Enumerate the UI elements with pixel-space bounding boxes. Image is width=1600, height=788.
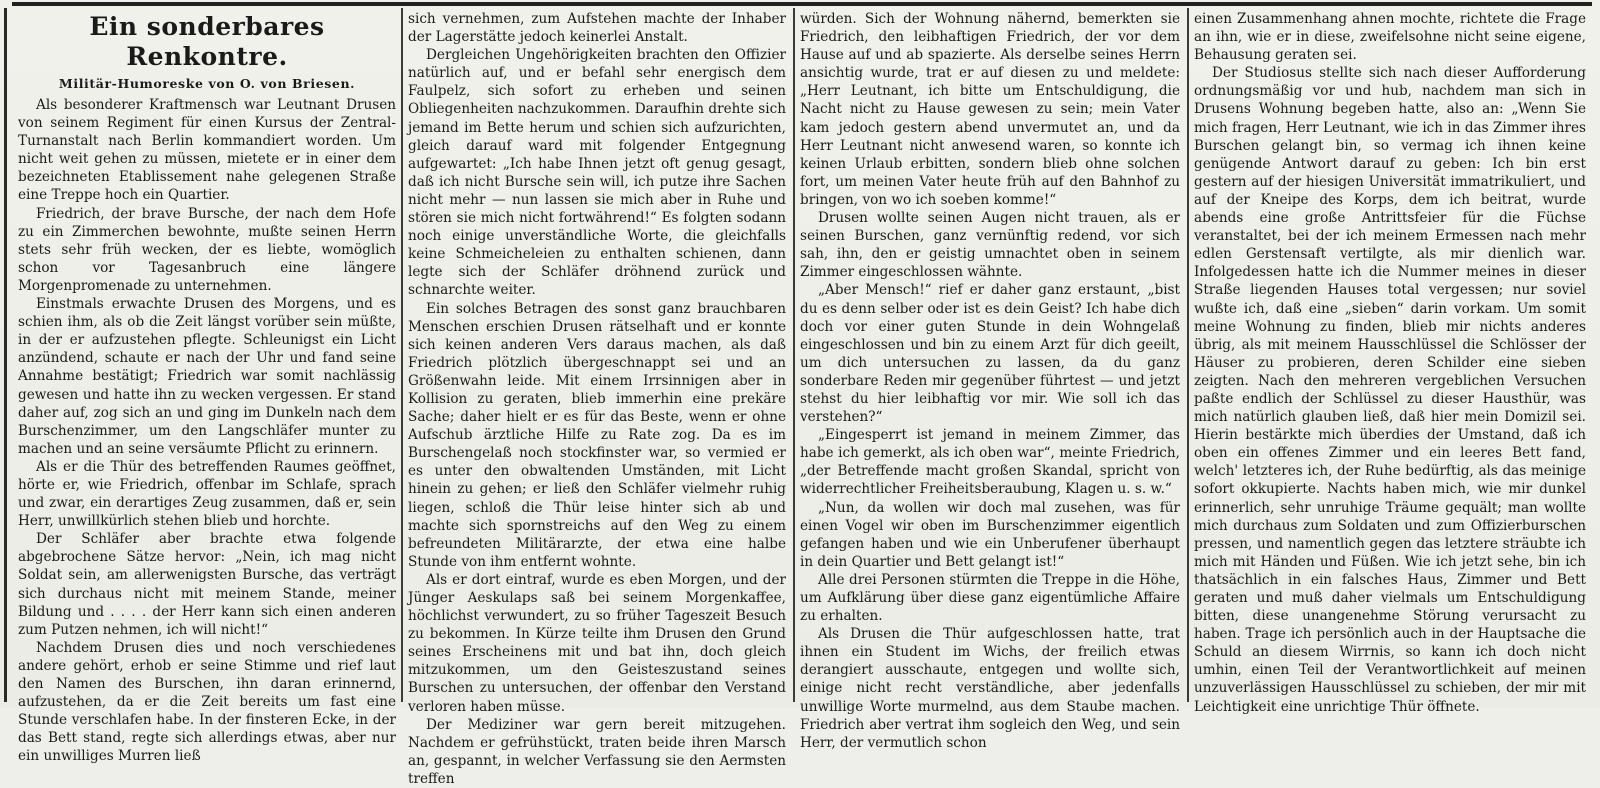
article-title: Ein sonderbares Renkontre. [89, 12, 325, 71]
paragraph: Friedrich, der brave Bursche, der nach dem Hofe zu ein Zimmerchen bewohnte, mußte seinen Herrn stets sehr früh wecken, der es liebte, womöglich schon vor Tagesanbruch eine längere Morgenpromenade zu unternehmen. [18, 205, 396, 294]
paragraph: Drusen wollte seinen Augen nicht trauen, als er seinen Burschen, ganz vernünftig redend, vor sich sah, ihn, den er geistig umnachtet oben in seinem Zimmer eingeschlossen wähnte. [800, 210, 1180, 281]
paragraph: Einstmals erwachte Drusen des Morgens, und es schien ihm, als ob die Zeit längst vorüber sein müßte, in der er aufzustehen pflegte. Schleunigst ein Licht anzündend, schaute er nach der Uhr und fand seine Annahme bestätigt; Friedrich war somit nachlässig gewesen und hatte ihn zu wecken vergessen. Er stand daher auf, zog sich an und ging im Dunkeln nach dem Burschenzimmer, um den Langschläfer munter zu machen und an seine versäumte Pflicht zu erinnern. [18, 296, 396, 457]
top-border-rule [12, 2, 1592, 6]
paragraph: Ein solches Betragen des sonst ganz brauchbaren Menschen erschien Drusen rätselhaft und er konnte sich keinen anderen Vers daraus machen, als daß Friedrich plötzlich übergeschnappt sei und an Größenwahn leide. Mit einem Irrsinnigen aber in Kollision zu geraten, blieb immerhin eine prekäre Sache; daher hielt er es für das Beste, wenn er ohne Aufschub ärztliche Hilfe zu Rate zog. Da es im Burschengelaß noch stockfinster war, so vermied er es unter den obwaltenden Umständen, mit Licht hinein zu gehen; er ließ den Schläfer vielmehr ruhig liegen, schloß die Thür leise hinter sich ab und machte sich spornstreichs auf den Weg zu einem befreundeten Militärarzte, der etwa eine halbe Stunde von ihm entfernt wohnte. [408, 300, 786, 570]
paragraph: Nachdem Drusen dies und noch verschiedenes andere gehört, erhob er seine Stimme und rief laut den Namen des Burschen, ihn daran erinnernd, aufzustehen, da er die Zeit bereits um fast eine Stunde verschlafen habe. In der finsteren Ecke, in der das Bett stand, regte sich allerdings etwas, aber nur ein unwilliges Murren ließ [18, 639, 396, 765]
column-divider [401, 8, 403, 702]
paragraph: Der Mediziner war gern bereit mitzugehen. Nachdem er gefrühstückt, traten beide ihren Marsch an, gespannt, in welcher Verfassung sie den Aermsten treffen [408, 716, 786, 787]
paragraph: einen Zusammenhang ahnen mochte, richtete die Frage an ihn, wie er in diese, zweifelsohne nicht seine eigene, Behausung geraten sei. [1194, 11, 1586, 64]
column-3 [800, 10, 1180, 751]
column-divider [793, 8, 795, 702]
paragraph: „Aber Mensch!“ rief er daher ganz erstaunt, „bist du es denn selber oder ist es dein Geist? Ich habe dich doch vor einer guten Stunde in dein Wohngelaß eingeschlossen und bin zu einem Arzt für dich geeilt, um dich untersuchen zu lassen, da du ganz sonderbare Reden mir gegenüber führtest — und jetzt stehst du hier leibhaftig vor mir. Wie soll ich das verstehen?“ [800, 282, 1180, 426]
column-1 [18, 10, 396, 765]
column-4 [1194, 10, 1586, 715]
paragraph: Als er dort eintraf, wurde es eben Morgen, und der Jünger Aeskulaps saß bei seinem Morgenkaffee, höchlichst verwundert, zu so früher Tageszeit Besuch zu bekommen. In Kürze teilte ihm Drusen den Grund seines Erscheinens mit und bat ihn, doch gleich mitzukommen, um den Geisteszustand seines Burschen zu untersuchen, der offenbar den Verstand verloren haben müsse. [408, 571, 786, 715]
paragraph: würden. Sich der Wohnung nähernd, bemerkten sie Friedrich, den leibhaftigen Friedrich, der vor dem Hause auf und ab spazierte. Als derselbe seines Herrn ansichtig wurde, trat er auf diesen zu und meldete: „Herr Leutnant, ich bitte um Entschuldigung, die Nacht nicht zu Hause gewesen zu sein; mein Vater kam jedoch gestern abend unvermutet an, und da Herr Leutnant nicht anwesend waren, so konnte ich keinen Urlaub erbitten, sondern blieb ohne solchen fort, um meinen Vater heute früh auf den Bahnhof zu bringen, von wo ich soeben komme!“ [800, 11, 1180, 208]
paragraph: „Eingesperrt ist jemand in meinem Zimmer, das habe ich gemerkt, als ich oben war“, meinte Friedrich, „der Betreffende macht großen Skandal, spricht von widerrechtlicher Freiheitsberaubung, Klagen u. s. w.“ [800, 427, 1180, 498]
paragraph: Als Drusen die Thür aufgeschlossen hatte, trat ihnen ein Student im Wichs, der freilich etwas derangiert ausschaute, entgegen und wollte sich, einige nicht recht verständliche, aber jedenfalls unwillige Worte murmelnd, aus dem Staube machen. Friedrich aber vertrat ihm sogleich den Weg, und sein Herr, der vermutlich schon [800, 626, 1180, 751]
paragraph: Alle drei Personen stürmten die Treppe in die Höhe, um Aufklärung über diese ganz eigentümliche Affaire zu erhalten. [800, 571, 1180, 625]
paragraph: Der Studiosus stellte sich nach dieser Aufforderung ordnungsmäßig vor und hub, nachdem man sich in Drusens Wohnung begeben hatte, also an: „Wenn Sie mich fragen, Herr Leutnant, wie ich in das Zimmer ihres Burschen gelangt bin, so vermag ich ihnen keine genügende Antwort darauf zu geben: Ich bin erst gestern auf der hiesigen Universität immatrikuliert, und auf der Kneipe des Korps, dem ich beitrat, wurde abends eine große Antrittsfeier für die Füchse veranstaltet, bei der ich meinem Ermessen nach mehr edlen Gerstensaft vertilgte, als mir dienlich war. Infolgedessen hatte ich die Nummer meines in dieser Straße liegenden Hauses total vergessen; nur soviel wußte ich, daß eine „sieben“ darin vorkam. Um somit meine Wohnung zu finden, blieb mir nichts anderes übrig, als mit meinem Hausschlüssel die Schlösser der Häuser zu probieren, deren Schilder eine sieben zeigten. Nach den mehreren vergeblichen Versuchen paßte endlich der Schlüssel zu dieser Hausthür, was mich natürlich glauben ließ, daß hier mein Domizil sei. Hierin bestärkte mich überdies der Umstand, daß ich oben ein offenes Zimmer und ein leeres Bett fand, welch' letzteres ich, der Ruhe bedürftig, als das meinige sofort okkupierte. Nachts haben mich, wie mir dunkel erinnerlich, sehr unruhige Träume gequält; man wollte mich durchaus zum Soldaten und zum Offizierburschen pressen, und namentlich gegen das letztere sträubte ich mich mit Händen und Füßen. Wie ich jetzt sehe, bin ich thatsächlich in ein falsches Haus, Zimmer und Bett geraten und muß daher vielmals um Entschuldigung bitten, diese unangenehme Störung verursacht zu haben. Trage ich persönlich auch in der Hauptsache die Schuld an diesem Wirrnis, so kann ich doch nicht umhin, einen Teil der Verantwortlichkeit auf meinen unzuverlässigen Hausschlüssel zu schieben, der mir mit Leichtigkeit eine unrichtige Thür öffnete. [1194, 65, 1586, 715]
paragraph: Als er die Thür des betreffenden Raumes geöffnet, hörte er, wie Friedrich, offenbar im Schlafe, sprach und zwar, ein derartiges Zeug zusammen, daß er, sein Herr, unwillkürlich stehen blieb und horchte. [18, 458, 396, 530]
article-byline: Militär-Humoreske von O. von Briesen. [58, 76, 356, 91]
paragraph: Als besonderer Kraftmensch war Leutnant Drusen von seinem Regiment für einen Kursus der Zentral-Turnanstalt nach Berlin kommandiert worden. Um nicht weit gehen zu müssen, mietete er in einer dem bezeichneten Etablissement nahe gelegenen Straße eine Treppe hoch ein Quartier. [18, 97, 396, 204]
paragraph: „Nun, da wollen wir doch mal zusehen, was für einen Vogel wir oben im Burschenzimmer eigentlich gefangen haben und wie ein Unberufener überhaupt in dein Quartier und Bett gelangt ist!“ [800, 499, 1180, 570]
paragraph: Dergleichen Ungehörigkeiten brachten den Offizier natürlich auf, und er befahl sehr energisch dem Faulpelz, sich sofort zu erheben und seinen Obliegenheiten nachzukommen. Daraufhin drehte sich jemand im Bette herum und schien sich aufzurichten, gleich darauf ward mit folgender Entgegnung aufgewartet: „Ich habe Ihnen jetzt oft genug gesagt, daß ich nicht Bursche sein will, ich putze ihre Sachen nicht mehr — nun lassen sie mich aber in Ruhe und stören sie mich nicht fortwährend!“ Es folgten sodann noch einige unverständliche Worte, die gleichfalls keine Schmeicheleien zu enthalten schienen, dann legte sich der Schläfer dröhnend zurück und schnarchte weiter. [408, 47, 786, 299]
column-2 [408, 10, 786, 787]
left-edge-rule [4, 8, 7, 702]
column-divider [1187, 8, 1189, 702]
paragraph: sich vernehmen, zum Aufstehen machte der Inhaber der Lagerstätte jedoch keinerlei Anstalt. [408, 11, 786, 46]
paragraph: Der Schläfer aber brachte etwa folgende abgebrochene Sätze hervor: „Nein, ich mag nicht Soldat sein, am allerwenigsten Bursche, das verträgt sich durchaus nicht mit meinem Stande, meiner Bildung und . . . . der Herr kann sich einen anderen zum Putzen nehmen, ich will nicht!“ [18, 531, 396, 638]
